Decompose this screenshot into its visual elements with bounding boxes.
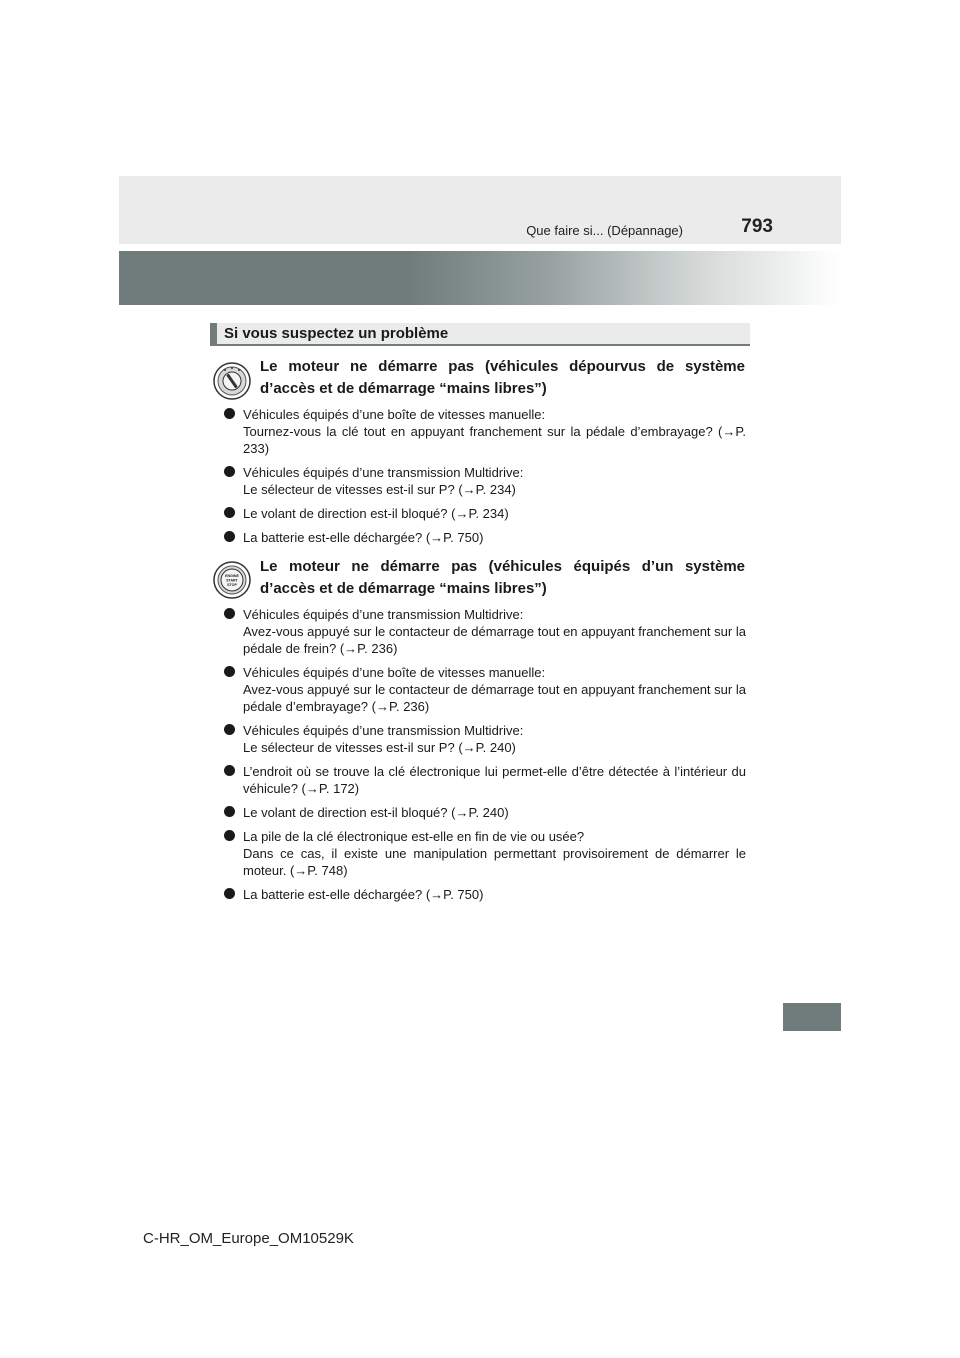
list-item-text: Avez-vous appuyé sur le contacteur de démarrage tout en appuyant franchement sur la pédale de frein? (→P. 236) (243, 624, 746, 656)
list-item (224, 464, 746, 498)
list-item-text: La pile de la clé électronique est-elle en fin de vie ou usée? (243, 829, 585, 844)
list-item-text: Véhicules équipés d’une boîte de vitesses manuelle: (243, 407, 546, 422)
bullet-icon (224, 408, 235, 419)
page-number: 793 (741, 216, 773, 237)
subsection-2-list (224, 606, 746, 910)
engine-button-label-3: STOP (227, 583, 237, 587)
list-item-text: Le sélecteur de vitesses est-il sur P? (→P. 240) (243, 740, 516, 755)
list-item-text: La batterie est-elle déchargée? (→P. 750) (243, 887, 484, 902)
list-item-text: Dans ce cas, il existe une manipulation permettant provisoirement de démarrer le moteur. (→P. 748) (243, 846, 746, 878)
page-header (119, 176, 841, 244)
ignition-key-icon (213, 362, 251, 400)
list-item (224, 606, 746, 657)
list-item-text: La batterie est-elle déchargée? (→P. 750) (243, 530, 484, 545)
list-item (224, 722, 746, 756)
engine-start-stop-icon (213, 561, 251, 599)
bullet-icon (224, 507, 235, 518)
document-code: C-HR_OM_Europe_OM10529K (143, 1230, 354, 1247)
list-item-text: Véhicules équipés d’une boîte de vitesses manuelle: (243, 665, 546, 680)
list-item-text: Véhicules équipés d’une transmission Multidrive: (243, 465, 524, 480)
list-item-text: L’endroit où se trouve la clé électronique lui permet-elle d’être détectée à l’intérieur du véhicule? (→P. 172) (243, 764, 746, 796)
engine-button-label-2: START (226, 578, 238, 583)
header-section-title: Que faire si... (Dépannage) (526, 223, 683, 238)
list-item-text: Le volant de direction est-il bloqué? (→P. 240) (243, 805, 509, 820)
bullet-icon (224, 888, 235, 899)
list-item-text: Le volant de direction est-il bloqué? (→P. 234) (243, 506, 509, 521)
subsection-2-heading: Le moteur ne démarre pas (véhicules équipés d’un système d’accès et de démarrage “mains libres”) (260, 558, 745, 597)
subsection-1-list (224, 406, 746, 553)
list-item (224, 886, 746, 903)
list-item (224, 828, 746, 879)
bullet-icon (224, 830, 235, 841)
list-item-text: Véhicules équipés d’une transmission Multidrive: (243, 607, 524, 622)
section-title: Si vous suspectez un problème (224, 325, 449, 342)
list-item (224, 505, 746, 522)
list-item (224, 529, 746, 546)
bullet-icon (224, 608, 235, 619)
list-item (224, 763, 746, 797)
section-heading-bar (210, 323, 750, 346)
list-item-text: Tournez-vous la clé tout en appuyant franchement sur la pédale d’embrayage? (→P. 233) (243, 424, 746, 456)
bullet-icon (224, 724, 235, 735)
list-item-text: Avez-vous appuyé sur le contacteur de démarrage tout en appuyant franchement sur la pédale d’embrayage? (→P. 236) (243, 682, 746, 714)
bullet-icon (224, 765, 235, 776)
list-item (224, 664, 746, 715)
list-item (224, 804, 746, 821)
subsection-1-heading: Le moteur ne démarre pas (véhicules dépourvus de système d’accès et de démarrage “mains libres”) (260, 358, 745, 397)
chapter-banner (119, 251, 841, 305)
bullet-icon (224, 466, 235, 477)
engine-button-label-1: ENGINE (225, 574, 239, 578)
bullet-icon (224, 806, 235, 817)
list-item-text: Le sélecteur de vitesses est-il sur P? (→P. 234) (243, 482, 516, 497)
bullet-icon (224, 531, 235, 542)
section-accent (210, 323, 217, 344)
list-item (224, 406, 746, 457)
list-item-text: Véhicules équipés d’une transmission Multidrive: (243, 723, 524, 738)
bullet-icon (224, 666, 235, 677)
chapter-tab (783, 1003, 841, 1031)
